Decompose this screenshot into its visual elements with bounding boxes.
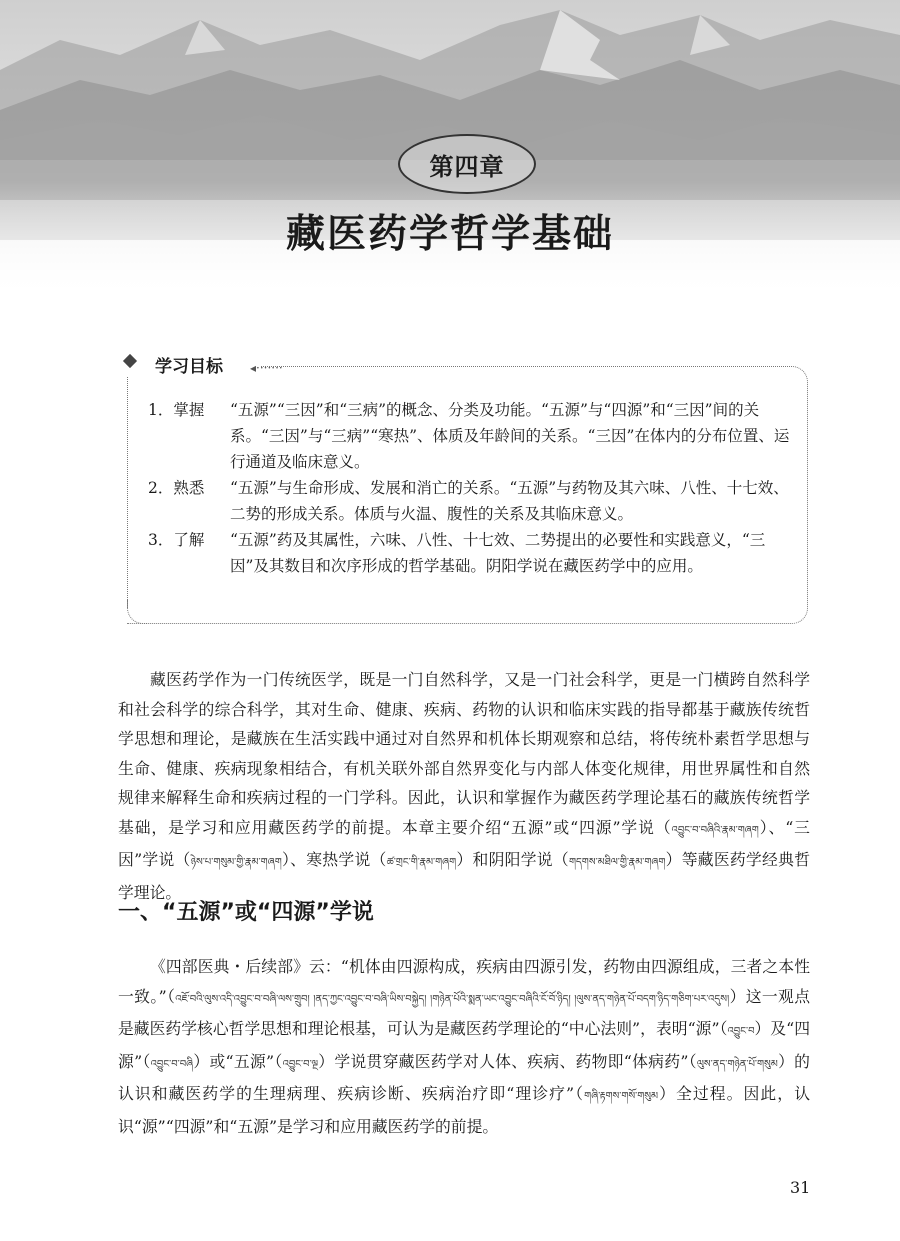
objective-text: “五源”“三因”和“三病”的概念、分类及功能。“五源”与“四源”和“三因”间的关系。“三因”与“三病”“寒热”、体质及年龄间的关系。“三因”在体内的分布位置、运行通道及临床意义。 bbox=[230, 401, 790, 471]
tibetan-quote: འཇོ་བའི་ལུས་འདི་འབྱུང་བ་བཞི་ལས་གྲུབ། །ནད་ཀྱང་འབྱུང་བ་བཞི་ཡིས་བསྐྱེད། །གཉེན་པོའི་སྨན་ཡང་འབྱུང་བཞིའི་ངོ་བོ་ཉིད། །ལུས་ནད་གཉེན་པོ་བདག་ཉིད་གཅིག་པར་འདུས། bbox=[175, 993, 730, 1005]
body-text: ）全过程。因此，认识“源”“四源”和“五源”是学习和应用藏医药学的前提。 bbox=[118, 1084, 810, 1136]
chapter-title: 藏医药学哲学基础 bbox=[285, 211, 614, 257]
intro-text: ）和阴阳学说（ bbox=[456, 850, 569, 869]
intro-text: 藏医药学作为一门传统医学，既是一门自然科学，又是一门社会科学，更是一门横跨自然科学和社会科学的综合科学，其对生命、健康、疾病、药物的认识和临床实践的指导都基于藏族传统哲学思想和理论，是藏族在生活实践中通过对自然界和机体长期观察和总结，将传统朴素哲学思想与生命、健康、疾病现象相结合，有机关联外部自然界变化与内部人体变化规律，用世界属性和自然规律来解释生命和疾病过程的一门学科。因此，认识和掌握作为藏医药学理论基石的藏族传统哲学基础，是学习和应用藏医药学的前提。本章主要介绍“五源”或“四源”学说（ bbox=[118, 670, 810, 837]
arrow-left-icon: ◂······· bbox=[250, 361, 283, 375]
tibetan-term: ལུས་ནད་གཉེན་པོ་གསུམ bbox=[696, 1058, 778, 1070]
objective-item bbox=[148, 527, 798, 579]
body-text: ）的认识和藏医药学的生理病理、疾病诊断、疾病治疗即“理诊疗”（ bbox=[118, 1051, 810, 1103]
objective-label: 3．了解 bbox=[148, 531, 205, 549]
page-number: 31 bbox=[790, 1178, 811, 1197]
body-text: ）及“四源”（ bbox=[118, 1019, 811, 1071]
body-text: ）这一观点是藏医药学核心哲学思想和理论根基，可认为是藏医药学理论的“中心法则”，表明“源”（ bbox=[118, 986, 810, 1038]
intro-text: ）等藏医药学经典哲学理论。 bbox=[118, 850, 810, 902]
tibetan-term: འབྱུང་བ་བཞི bbox=[150, 1058, 194, 1070]
tibetan-term: གདགས་མཐིལ་གྱི་རྣམ་གཞག bbox=[568, 857, 666, 868]
intro-text: ）、“三因”学说（ bbox=[118, 817, 810, 869]
section-paragraph bbox=[118, 952, 810, 1141]
body-text: ）学说贯穿藏医药学对人体、疾病、药物即“体病药”（ bbox=[318, 1051, 697, 1071]
tibetan-term: འབྱུང་བ་བཞིའི་རྣམ་གཞག bbox=[671, 824, 759, 836]
objective-text: “五源”与生命形成、发展和消亡的关系。“五源”与药物及其六味、八性、十七效、二势的形成关系。体质与火温、腹性的关系及其临床意义。 bbox=[230, 479, 789, 523]
tibetan-term: འབྱུང་བ་ལྔ bbox=[282, 1058, 319, 1070]
objective-text: “五源”药及其属性，六味、八性、十七效、二势提出的必要性和实践意义，“三因”及其数目和次序形成的哲学基础。阴阳学说在藏医药学中的应用。 bbox=[230, 531, 766, 575]
objectives-heading: 学习目标 bbox=[155, 357, 223, 377]
body-text: ）或“五源”（ bbox=[193, 1051, 283, 1071]
intro-text: ）、寒热学说（ bbox=[281, 850, 387, 869]
objective-item bbox=[148, 475, 798, 527]
objective-label: 2．熟悉 bbox=[148, 479, 205, 497]
objective-label: 1．掌握 bbox=[148, 401, 205, 419]
chapter-label: 第四章 bbox=[429, 151, 505, 181]
chapter-number-badge bbox=[398, 134, 536, 194]
tibetan-term: འབྱུང་བ bbox=[727, 1026, 755, 1037]
objective-item bbox=[148, 397, 798, 475]
section-heading: 一、“五源”或“四源”学说 bbox=[118, 900, 374, 925]
intro-paragraph bbox=[118, 665, 810, 907]
objectives-list bbox=[148, 397, 798, 579]
body-text: 《四部医典・后续部》云：“机体由四源构成，疾病由四源引发，药物由四源组成，三者之本性一致。”（ bbox=[118, 957, 810, 1006]
tibetan-term: ཉེས་པ་གསུམ་གྱི་རྣམ་གཞག bbox=[190, 857, 282, 868]
objectives-box-left-border bbox=[127, 376, 129, 608]
tibetan-term: ཚ་གྲང་གི་རྣམ་གཞག bbox=[386, 857, 457, 868]
tibetan-term: གཞི་རྟགས་གསོ་གསུམ bbox=[584, 1091, 659, 1102]
